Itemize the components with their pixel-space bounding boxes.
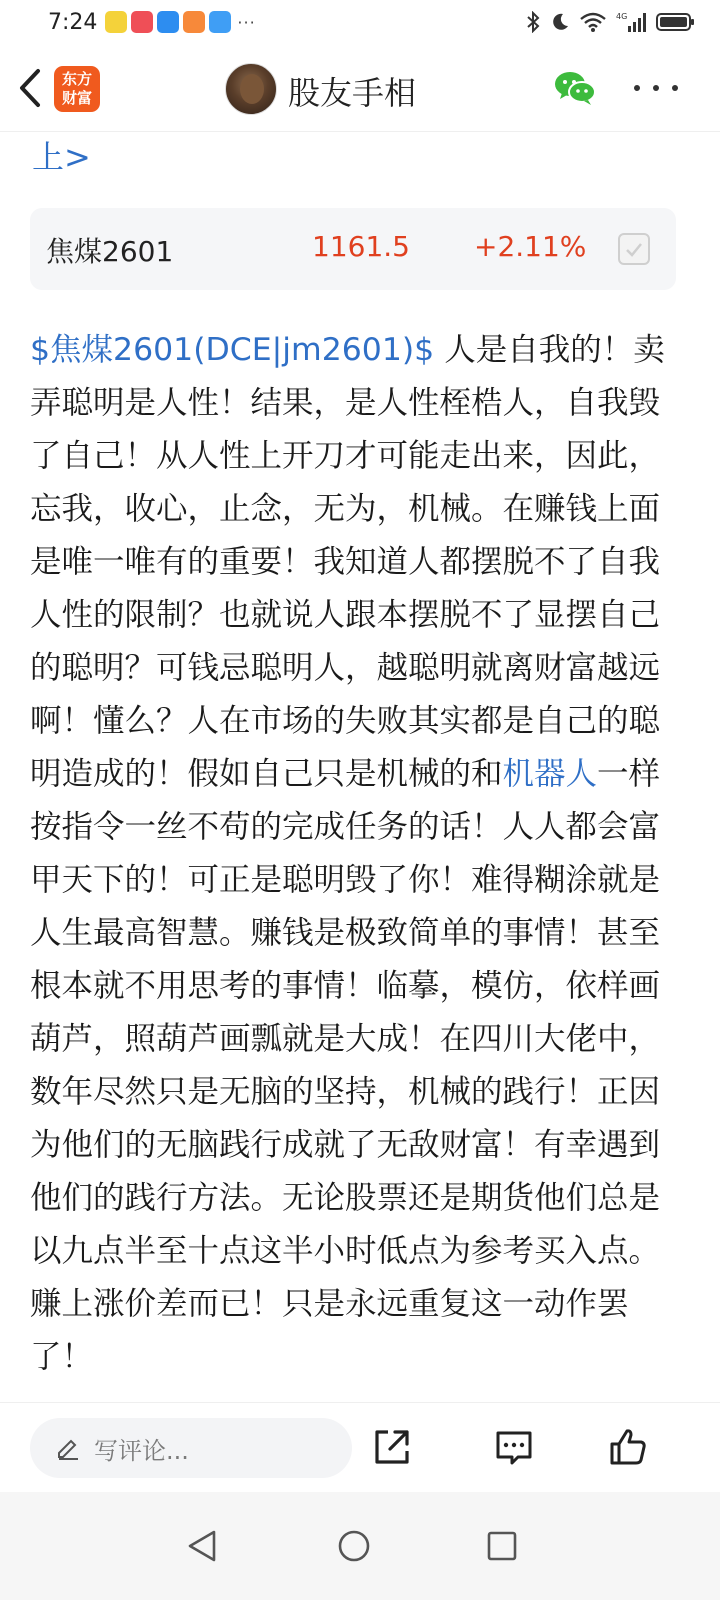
bottom-action-bar [0,1402,720,1492]
dot-icon [653,85,659,91]
nav-back-triangle-icon[interactable] [184,1528,220,1564]
status-right [526,11,696,33]
weather-icon [157,11,179,33]
stock-change-percent: +2.11% [474,230,587,263]
post-text-part1: 人是自我的！卖弄聪明是人性！结果，是人性桎梏人，自我毁了自己！从人性上开刀才可能走出来，因此，忘我，收心，止念，无为，机械。在赚钱上面是唯一唯有的重要！我知道人都摆脱不了自我人性的限制？也就说人跟本摆脱不了显摆自己的聪明？可钱忌聪明人，越聪明就离财富越远啊！懂么？人在市场的失败其实都是自己的聪明造成的！假如自己只是机械的和 [30,332,665,792]
status-app-icons [105,11,231,33]
stock-tag-link[interactable]: $焦煤2601(DCE|jm2601)$ [30,332,435,368]
stock-quote-card[interactable] [30,208,676,290]
check-icon [620,235,648,263]
nav-home-circle-icon[interactable] [336,1528,372,1564]
like-thumb-icon[interactable] [608,1427,648,1467]
app-red-icon [131,11,153,33]
comment-placeholder: 写评论... [94,1436,189,1465]
pencil-icon [56,1436,80,1460]
top-nav-bar [0,44,720,132]
weibo-icon [105,11,127,33]
status-more-indicator: ··· [237,12,256,32]
dot-icon [634,85,640,91]
battery-icon [656,12,696,32]
back-button[interactable] [12,66,48,110]
bluetooth-icon [526,11,540,33]
wechat-icon[interactable] [554,70,596,106]
status-bar [0,0,720,44]
eastmoney-logo[interactable] [54,66,100,112]
system-navigation-bar [0,1492,720,1600]
previous-link[interactable]: 上> [32,138,91,176]
page-title: 股友手相 [288,74,417,112]
logo-text-line2: 财富 [61,89,92,107]
more-options-button[interactable] [634,74,678,102]
status-time: 7:24 [48,9,98,35]
watchlist-checkbox[interactable] [618,233,650,265]
back-arrow-icon [18,68,42,108]
moon-icon [550,12,570,32]
dot-icon [672,85,678,91]
wifi-icon [580,12,606,32]
post-content [30,324,678,1384]
avatar[interactable] [225,63,277,115]
network-type-label: 4G [616,12,628,21]
comment-icon[interactable] [494,1427,534,1467]
logo-text-line1: 东方 [61,70,92,88]
comment-input[interactable] [30,1418,352,1478]
stock-name: 焦煤2601 [46,235,174,268]
post-text-part2: 一样按指令一丝不苟的完成任务的话！人人都会富甲天下的！可正是聪明毁了你！难得糊涂就是人生最高智慧。赚钱是极致简单的事情！甚至根本就不用思考的事情！临摹，模仿，依样画葫芦，照葫芦画瓢就是大成！在四川大佬中，数年尽然只是无脑的坚持，机械的践行！正因为他们的无脑践行成就了无敌财富！有幸遇到他们的践行方法。无论股票还是期货他们总是以九点半至十点这半小时低点为参考买入点。赚上涨价差而已！只是永远重复这一动作罢了！ [30,756,661,1375]
video-icon [183,11,205,33]
cloud-icon [209,11,231,33]
signal-icon [616,11,646,33]
nav-recents-square-icon[interactable] [484,1528,520,1564]
keyword-link[interactable]: 机器人 [502,756,598,792]
share-icon[interactable] [372,1427,412,1467]
stock-price: 1161.5 [312,230,410,263]
